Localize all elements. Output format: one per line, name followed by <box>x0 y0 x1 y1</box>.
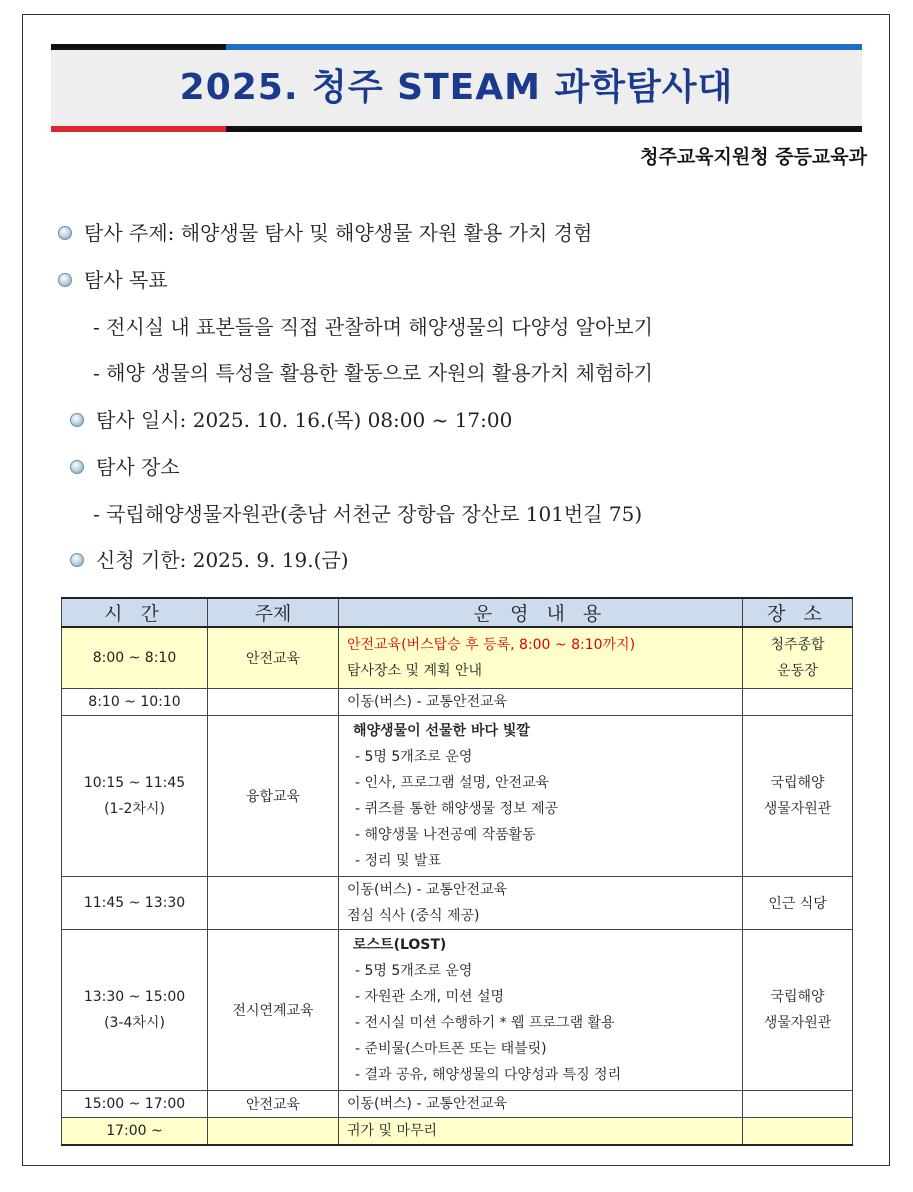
time-cell: 15:00 ~ 17:00 <box>62 1090 208 1117</box>
content-cell <box>339 929 743 1090</box>
info-deadline <box>70 545 349 575</box>
content-line: 탐사장소 및 계획 안내 <box>347 662 483 679</box>
theme-cell: 전시연계교육 <box>208 929 339 1090</box>
place-cell: 인근 식당 <box>743 876 853 929</box>
title-banner <box>51 44 862 132</box>
time-line: 13:30 ~ 15:00 <box>83 988 186 1005</box>
header-place: 장 소 <box>743 598 853 627</box>
content-item: - 퀴즈를 통한 해양생물 정보 제공 <box>355 800 559 817</box>
table-row <box>62 929 853 1090</box>
schedule-table <box>61 597 853 1146</box>
content-item: - 해양생물 나전공예 작품활동 <box>355 826 536 843</box>
bullet-icon <box>58 226 72 240</box>
info-topic <box>58 218 592 248</box>
bullet-icon <box>70 460 84 474</box>
content-heading: 해양생물이 선물한 바다 빛깔 <box>353 722 530 739</box>
place-line: 생물자원관 <box>763 800 832 817</box>
table-row <box>62 876 853 929</box>
table-row <box>62 627 853 688</box>
place-line: 청주종합 <box>770 636 825 653</box>
info-goal-item: - 해양 생물의 특성을 활용한 활동으로 자원의 활용가치 체험하기 <box>93 361 653 385</box>
header-theme: 주제 <box>208 598 339 627</box>
info-place-item: - 국립해양생물자원관(충남 서천군 장항읍 장산로 101번길 75) <box>93 502 643 526</box>
content-cell <box>339 627 743 688</box>
table-row <box>62 1090 853 1117</box>
place-cell <box>743 627 853 688</box>
time-cell: 17:00 ~ <box>62 1117 208 1145</box>
content-cell <box>339 1117 743 1145</box>
info-date-text: 탐사 일시: 2025. 10. 16.(목) 08:00 ~ 17:00 <box>96 408 513 432</box>
content-cell <box>339 688 743 715</box>
theme-cell <box>208 688 339 715</box>
bullet-icon <box>70 413 84 427</box>
theme-cell <box>208 1117 339 1145</box>
organization-name: 청주교육지원청 중등교육과 <box>640 146 867 168</box>
info-topic-text: 탐사 주제: 해양생물 탐사 및 해양생물 자원 활용 가치 경험 <box>84 221 593 245</box>
time-line: 10:15 ~ 11:45 <box>83 774 186 791</box>
place-cell <box>743 1090 853 1117</box>
place-line: 국립해양 <box>770 774 825 791</box>
content-item: - 정리 및 발표 <box>355 852 442 869</box>
time-cell: 11:45 ~ 13:30 <box>62 876 208 929</box>
content-line: 귀가 및 마무리 <box>347 1122 438 1139</box>
theme-cell <box>208 876 339 929</box>
content-item: - 자원관 소개, 미션 설명 <box>355 988 505 1005</box>
time-cell: 8:10 ~ 10:10 <box>62 688 208 715</box>
info-goal-item: - 전시실 내 표본들을 직접 관찰하며 해양생물의 다양성 알아보기 <box>93 315 653 339</box>
content-item: - 준비물(스마트폰 또는 태블릿) <box>355 1040 547 1057</box>
table-row <box>62 715 853 876</box>
table-row <box>62 1117 853 1145</box>
banner-bar <box>226 126 862 132</box>
header-content: 운 영 내 용 <box>339 598 743 627</box>
place-cell <box>743 715 853 876</box>
content-heading: 로스트(LOST) <box>353 936 447 953</box>
place-cell <box>743 688 853 715</box>
info-place-label: 탐사 장소 <box>96 455 180 479</box>
content-item: - 전시실 미션 수행하기 * 웹 프로그램 활용 <box>355 1014 615 1031</box>
info-date <box>70 405 512 435</box>
time-line: (3-4차시) <box>104 1014 165 1031</box>
content-item: - 인사, 프로그램 설명, 안전교육 <box>355 774 550 791</box>
theme-cell: 융합교육 <box>208 715 339 876</box>
content-cell <box>339 1090 743 1117</box>
table-row <box>62 688 853 715</box>
content-cell <box>339 715 743 876</box>
bullet-icon <box>58 273 72 287</box>
content-line: 점심 식사 (중식 제공) <box>347 907 480 924</box>
info-goal-label: 탐사 목표 <box>84 268 168 292</box>
content-line: 이동(버스) - 교통안전교육 <box>347 1095 508 1112</box>
header-time: 시 간 <box>62 598 208 627</box>
time-cell <box>62 715 208 876</box>
info-place <box>70 452 180 482</box>
theme-cell: 안전교육 <box>208 1090 339 1117</box>
content-cell <box>339 876 743 929</box>
info-deadline-text: 신청 기한: 2025. 9. 19.(금) <box>96 548 349 572</box>
banner-bar <box>51 126 226 132</box>
table-header-row <box>62 598 853 627</box>
time-cell: 8:00 ~ 8:10 <box>62 627 208 688</box>
place-line: 생물자원관 <box>763 1014 832 1031</box>
content-line: 이동(버스) - 교통안전교육 <box>347 693 508 710</box>
bullet-icon <box>70 553 84 567</box>
theme-cell: 안전교육 <box>208 627 339 688</box>
content-item: - 5명 5개조로 운영 <box>355 748 473 765</box>
content-item: - 결과 공유, 해양생물의 다양성과 특징 정리 <box>355 1066 622 1083</box>
time-line: (1-2차시) <box>104 800 165 817</box>
place-line: 국립해양 <box>770 988 825 1005</box>
info-goal <box>58 265 168 295</box>
place-cell <box>743 929 853 1090</box>
place-line: 운동장 <box>777 662 818 679</box>
page-title: 2025. 청주 STEAM 과학탐사대 <box>179 67 734 108</box>
content-line: 안전교육(버스탑승 후 등록, 8:00 ~ 8:10까지) <box>347 636 636 653</box>
time-cell <box>62 929 208 1090</box>
place-cell <box>743 1117 853 1145</box>
content-line: 이동(버스) - 교통안전교육 <box>347 881 508 898</box>
content-item: - 5명 5개조로 운영 <box>355 962 473 979</box>
